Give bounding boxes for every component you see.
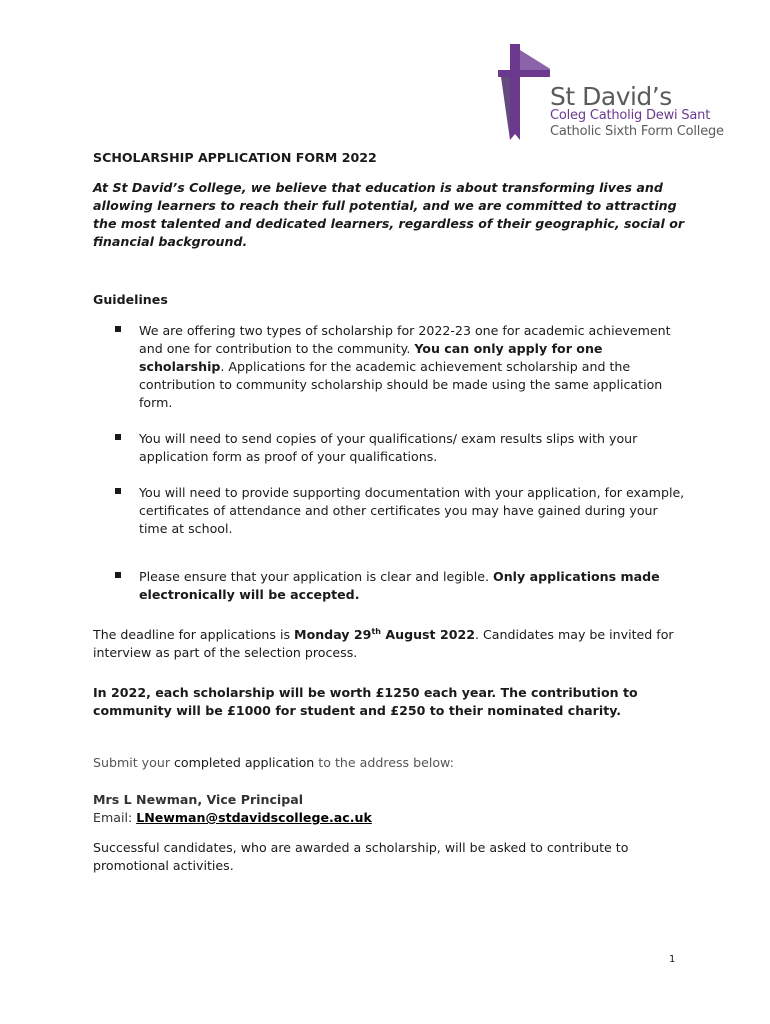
bullet-square-icon	[115, 488, 121, 494]
deadline-date: Monday 29th August 2022	[294, 627, 475, 643]
bullet-square-icon	[115, 572, 121, 578]
award-paragraph: In 2022, each scholarship will be worth £1250 each year. The contribution to community will be £1000 for student and £250 to their nominated charity.	[93, 685, 638, 718]
list-item-text: Please ensure that your application is clear and legible. Only applications made electronically will be accepted.	[139, 569, 660, 602]
form-title: SCHOLARSHIP APPLICATION FORM 2022	[93, 150, 377, 165]
logo-subtitle: Catholic Sixth Form College	[550, 124, 724, 139]
cross-logo-icon	[498, 42, 550, 142]
college-logo	[498, 42, 738, 142]
logo-welsh-name: Coleg Catholig Dewi Sant	[550, 108, 711, 123]
list-item-text: You will need to provide supporting documentation with your application, for example, certificates of attendance and other certificates you may have gained during your time at school.	[139, 485, 685, 536]
bullet-square-icon	[115, 326, 121, 332]
guidelines-heading: Guidelines	[93, 292, 168, 307]
contact-name: Mrs L Newman, Vice Principal	[93, 792, 304, 807]
intro-paragraph: At St David’s College, we believe that education is about transforming lives and allowing learners to reach their full potential, and we are committed to attracting the most talented and dedicated learners, regardless of their geographic, social or financial background.	[93, 180, 685, 249]
bullet-square-icon	[115, 434, 121, 440]
successful-candidates-paragraph: Successful candidates, who are awarded a scholarship, will be asked to contribute to promotional activities.	[93, 840, 629, 873]
submit-instructions: Submit your completed application to the address below:	[93, 755, 454, 770]
logo-name: St David’s	[550, 82, 672, 111]
page-number: 1	[669, 954, 676, 965]
list-item-text: We are offering two types of scholarship for 2022-23 one for academic achievement and one for contribution to the community. You can only apply for one scholarship. Applications for the academic achievement scholarship and the contribution to community scholarship should be made using the same application form.	[139, 323, 671, 410]
contact-email-line: Email: LNewman@stdavidscollege.ac.uk	[93, 810, 372, 825]
deadline-paragraph: The deadline for applications is Monday 29th August 2022. Candidates may be invited for interview as part of the selection process.	[93, 627, 674, 661]
email-link[interactable]: LNewman@stdavidscollege.ac.uk	[136, 810, 372, 825]
list-item-text: You will need to send copies of your qualifications/ exam results slips with your application form as proof of your qualifications.	[139, 431, 638, 464]
